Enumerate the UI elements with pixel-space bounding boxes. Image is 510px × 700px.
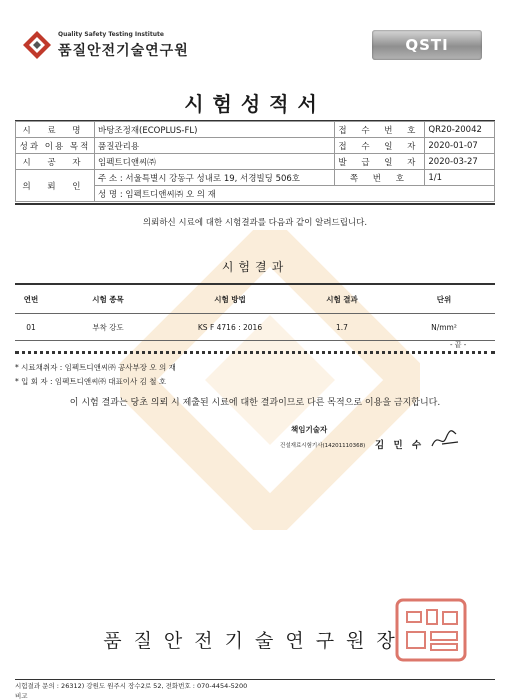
results-table — [15, 283, 495, 341]
note-sampler: * 시료채취자 : 임펙트디앤씨㈜ 공사부장 오 의 재 — [15, 363, 176, 372]
cell-result: 1.7 — [291, 314, 393, 341]
contractor-label: 시 공 자 — [16, 154, 95, 170]
signature-image — [430, 428, 460, 450]
page-value: 1/1 — [425, 170, 495, 186]
engineer-license: 건설재료시험기사(14201110368) — [280, 443, 366, 449]
contractor-value: 임펙트디앤씨㈜ — [95, 154, 335, 170]
receipt-date-value: 2020-01-07 — [425, 138, 495, 154]
col-header-item: 시험 종목 — [47, 284, 169, 314]
end-mark: - 끝 - — [450, 341, 467, 349]
institute-logo-icon — [22, 30, 52, 60]
purpose-label: 성과 이용 목적 — [16, 138, 95, 154]
intro-text: 의뢰하신 시료에 대한 시험결과를 다음과 같이 알려드립니다. — [142, 218, 368, 228]
cell-no: 01 — [15, 314, 47, 341]
col-header-result: 시험 결과 — [291, 284, 393, 314]
qsti-badge: QSTI — [372, 30, 482, 60]
issue-date-label: 발 급 일 자 — [335, 154, 425, 170]
results-title: 시험결과 — [221, 260, 289, 274]
issue-date-value: 2020-03-27 — [425, 154, 495, 170]
disclaimer-text: 이 시험 결과는 당초 의뢰 시 제출된 시료에 대한 결과이므로 다른 목적으로 이용을 금지합니다. — [69, 398, 441, 408]
engineer-name: 김 민 수 — [375, 440, 425, 451]
engineer-heading: 책임기술자 — [291, 425, 328, 434]
col-header-unit: 단위 — [393, 284, 495, 314]
cell-item: 부착 강도 — [47, 314, 169, 341]
info-table — [15, 121, 495, 202]
purpose-value: 품질관리용 — [95, 138, 335, 154]
cell-unit: N/mm² — [393, 314, 495, 341]
client-address: 주 소 : 서울특별시 강동구 성내로 19, 서경빌딩 506호 — [95, 170, 335, 186]
org-korean-name: 품질안전기술연구원 — [58, 43, 189, 59]
note-witness: * 입 회 자 : 임펙트디앤씨㈜ 대표이사 김 철 호 — [15, 377, 167, 386]
table-bottom-rule — [15, 203, 495, 205]
receipt-no-value: QR20-20042 — [425, 122, 495, 138]
col-header-no: 연번 — [15, 284, 47, 314]
dotted-divider — [15, 351, 495, 357]
contact-info: 시험결과 문의 : 26312) 강원도 원주시 장수2로 52, 전화번호 : 070-4454-5200 — [15, 682, 248, 690]
cell-method: KS F 4716 : 2016 — [169, 314, 291, 341]
remark-label: 비고 — [15, 692, 28, 700]
official-seal-icon — [395, 598, 467, 662]
document-title: 시험성적서 — [184, 92, 326, 116]
table-row — [15, 314, 495, 341]
client-label: 의 뢰 인 — [16, 170, 95, 202]
col-header-method: 시험 방법 — [169, 284, 291, 314]
org-english-name: Quality Safety Testing Institute — [58, 31, 164, 38]
receipt-no-label: 접 수 번 호 — [335, 122, 425, 138]
footer-org-name: 품질안전기술연구원장 — [103, 630, 407, 652]
footer-rule — [15, 679, 495, 680]
client-name: 성 명 : 임펙트디앤씨㈜ 오 의 재 — [95, 186, 495, 202]
receipt-date-label: 접 수 일 자 — [335, 138, 425, 154]
sample-label: 시 료 명 — [16, 122, 95, 138]
sample-value: 바탕조정재(ECOPLUS-FL) — [95, 122, 335, 138]
page-label: 쪽 번 호 — [335, 170, 425, 186]
